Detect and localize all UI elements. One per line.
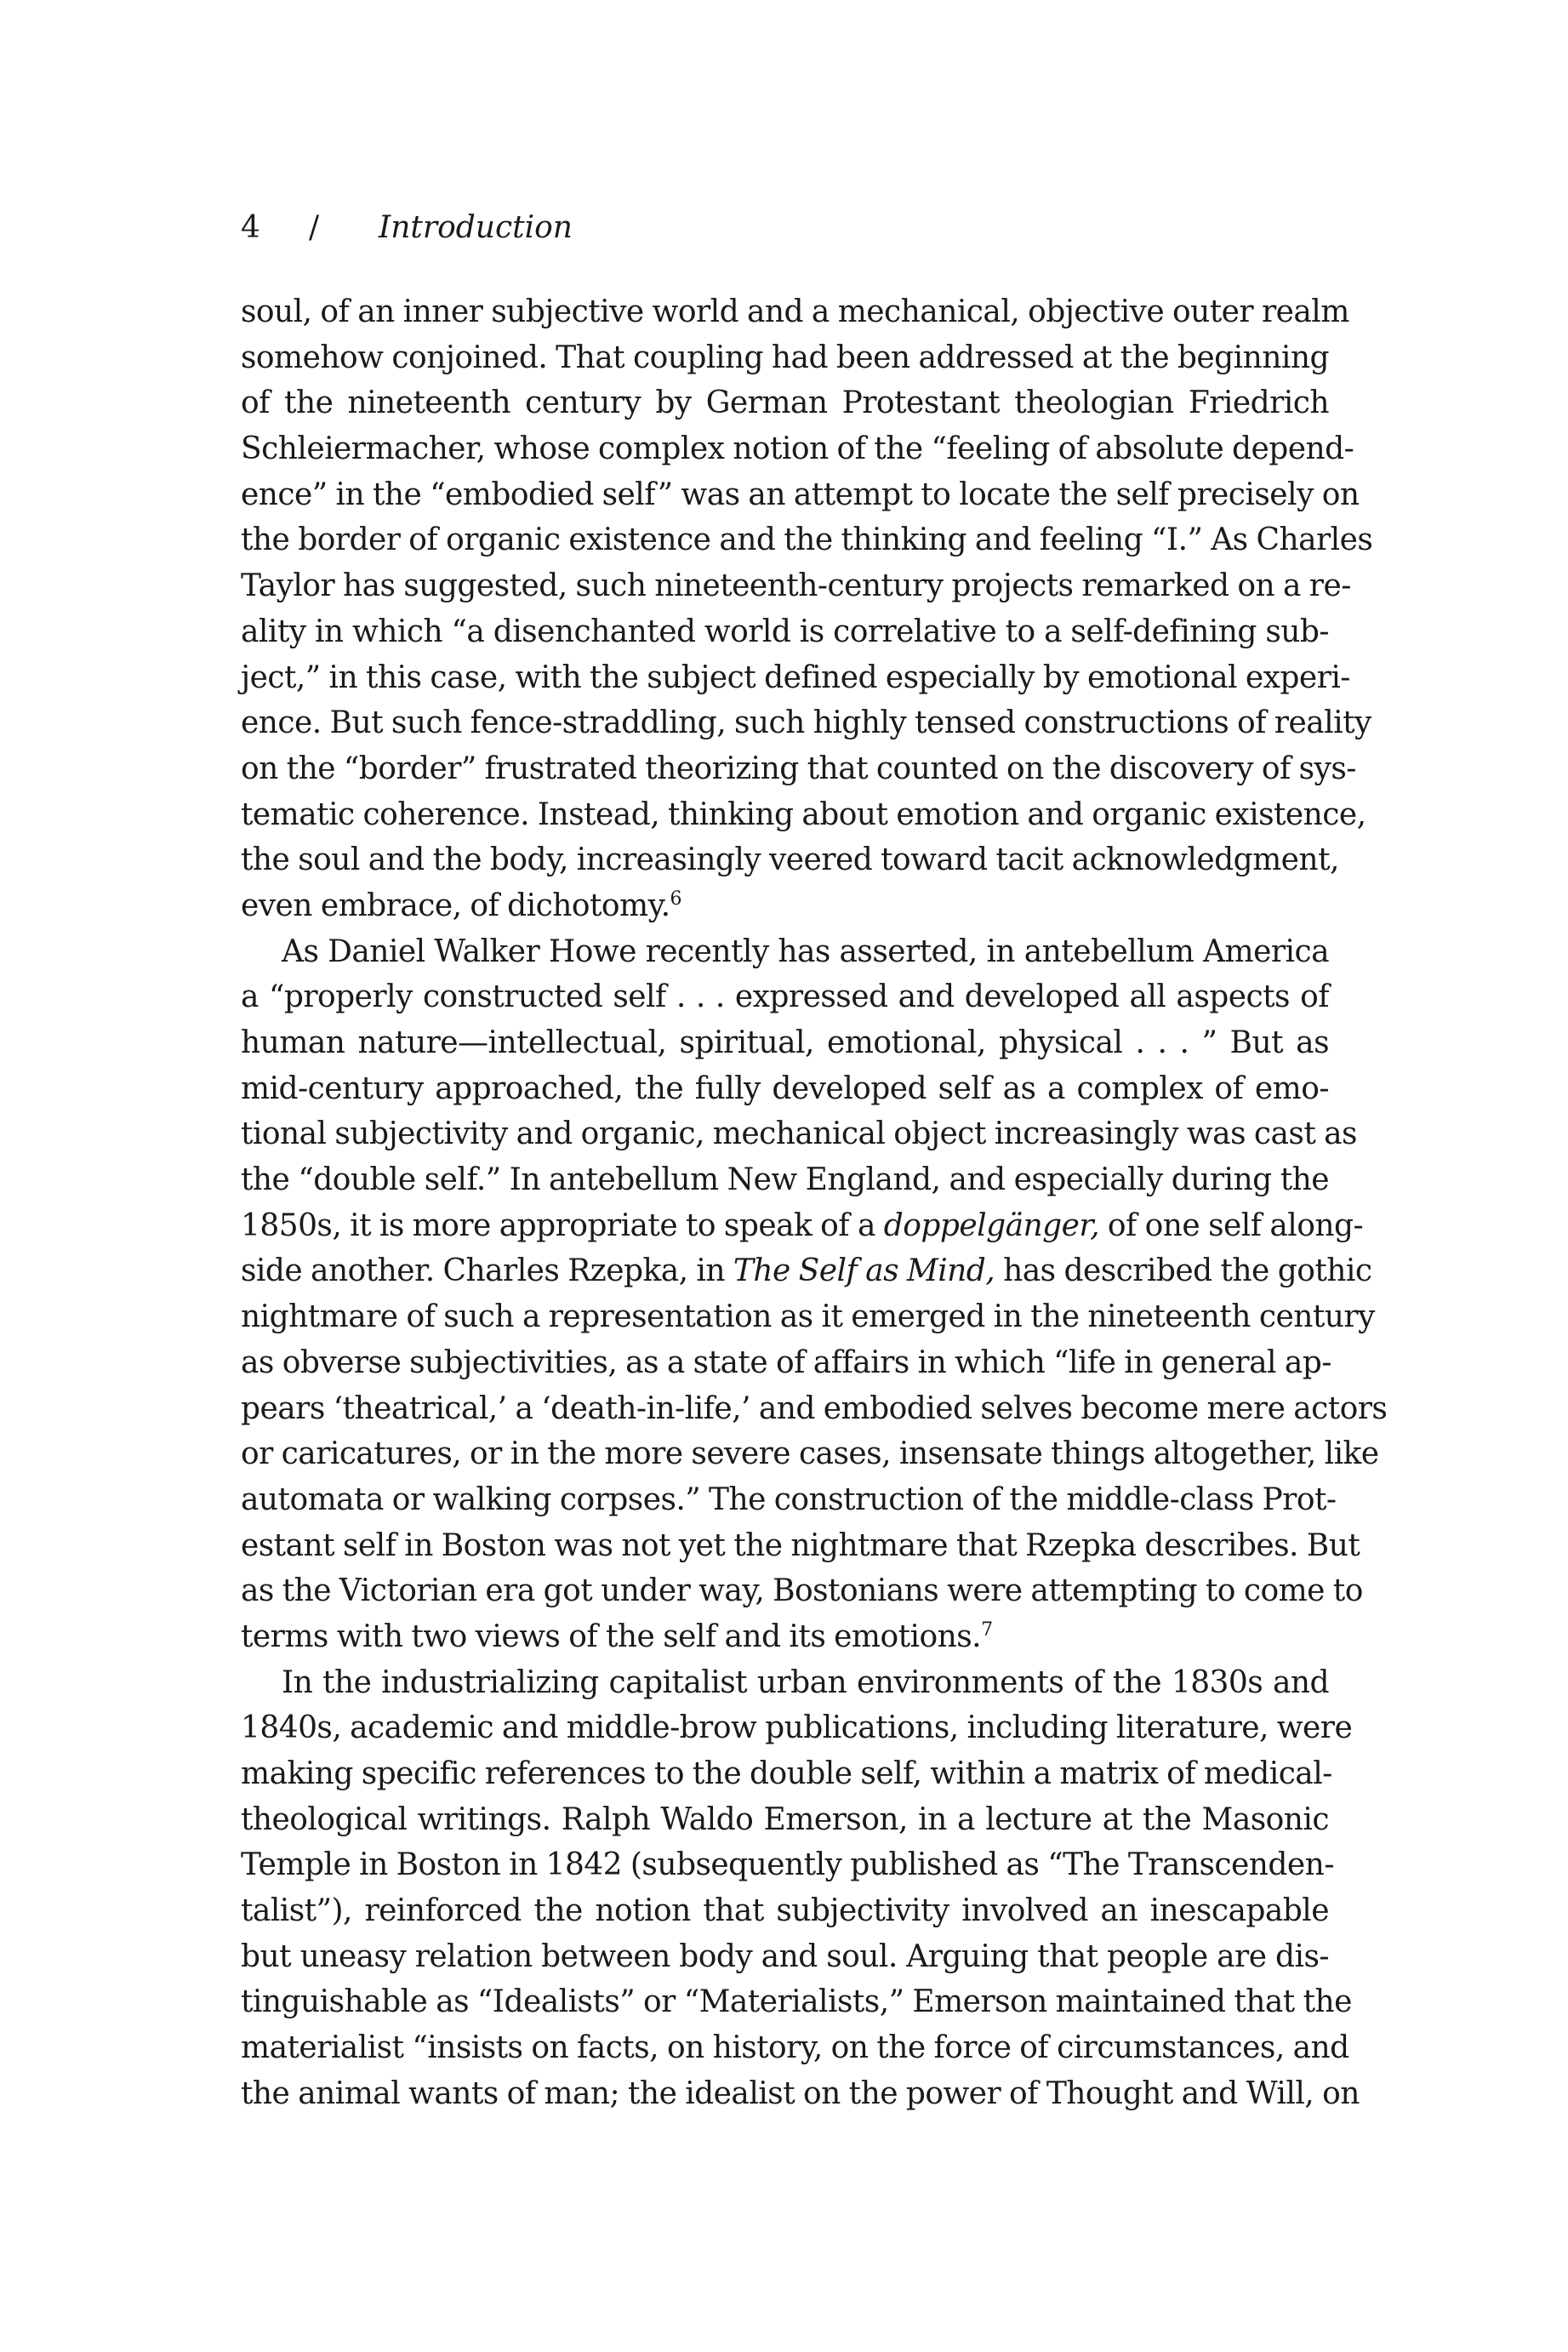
text-line (241, 1477, 1337, 1523)
text-segment: 1850s, it is more appropriate to speak of a (241, 1207, 884, 1243)
running-title: Introduction (379, 210, 573, 245)
text-segment: Schleiermacher, whose complex notion of the “feeling of absolute depend- (241, 431, 1354, 467)
text-segment: ence. But such fence-straddling, such highly tensed constructions of reality (241, 705, 1371, 741)
text-segment: ality in which “a disenchanted world is correlative to a self-defining sub- (241, 614, 1329, 649)
text-line (241, 1797, 1329, 1843)
text-segment: ject,” in this case, with the subject defined especially by emotional experi- (241, 659, 1350, 695)
text-segment: tinguishable as “Idealists” or “Materialists,” Emerson maintained that the (241, 1984, 1352, 2020)
text-line (241, 2025, 1349, 2071)
text-line (241, 517, 1373, 563)
text-line (241, 1660, 1329, 1706)
text-line (241, 1248, 1372, 1294)
text-segment: tematic coherence. Instead, thinking about emotion and organic existence, (241, 796, 1366, 832)
text-line (241, 426, 1354, 472)
footnote-marker: 7 (981, 1618, 993, 1641)
text-line (241, 1523, 1360, 1569)
text-line (241, 1386, 1388, 1432)
text-line (241, 609, 1329, 655)
text-line (241, 700, 1371, 746)
text-segment: a “properly constructed self . . . expressed and developed all aspects of (241, 979, 1329, 1015)
text-segment: 1840s, academic and middle-brow publications, including literature, were (241, 1710, 1353, 1746)
header-separator: / (309, 210, 320, 245)
text-line (241, 472, 1360, 518)
text-line (241, 1934, 1329, 1980)
footnote-marker: 6 (670, 888, 681, 910)
text-segment: has described the gothic (995, 1253, 1372, 1289)
text-line (241, 1066, 1329, 1112)
text-segment: talist”), reinforced the notion that subjectivity involved an inescapable (241, 1893, 1329, 1929)
text-line (241, 1705, 1353, 1751)
text-segment: the soul and the body, increasingly veered toward tacit acknowledgment, (241, 842, 1339, 878)
text-line (241, 1568, 1363, 1614)
text-line (241, 746, 1356, 792)
text-segment: as obverse subjectivities, as a state of affairs in which “life in general ap- (241, 1344, 1331, 1380)
text-line (241, 1203, 1364, 1249)
text-line (241, 1888, 1329, 1934)
text-segment: of the nineteenth century by German Protestant theologian Friedrich (241, 385, 1329, 421)
text-segment: the animal wants of man; the idealist on the power of Thought and Will, on (241, 2075, 1360, 2111)
text-segment: automata or walking corpses.” The construction of the middle-class Prot- (241, 1481, 1337, 1517)
text-line (241, 837, 1339, 883)
text-segment: ence” in the “embodied self” was an attempt to locate the self precisely on (241, 477, 1360, 512)
body-text (241, 289, 1388, 2117)
text-line (241, 929, 1329, 975)
text-segment: as the Victorian era got under way, Bostonians were attempting to come to (241, 1573, 1363, 1609)
text-segment: Taylor has suggested, such nineteenth-century projects remarked on a re- (241, 568, 1351, 604)
text-line (241, 380, 1329, 426)
text-segment: pears ‘theatrical,’ a ‘death-in-life,’ and embodied selves become mere actors (241, 1390, 1388, 1426)
text-segment: or caricatures, or in the more severe cases, insensate things altogether, like (241, 1436, 1379, 1472)
text-segment: side another. Charles Rzepka, in (241, 1253, 733, 1289)
text-line (241, 335, 1329, 381)
italic-text: The Self as Mind, (733, 1253, 995, 1289)
text-line (241, 1294, 1375, 1340)
text-segment: As Daniel Walker Howe recently has asserted, in antebellum America (282, 933, 1329, 969)
text-segment: theological writings. Ralph Waldo Emerson, in a lecture at the Masonic (241, 1801, 1329, 1837)
text-line (241, 1340, 1329, 1386)
text-line (241, 563, 1351, 609)
running-head (241, 211, 573, 245)
text-segment: but uneasy relation between body and soul. Arguing that people are dis- (241, 1938, 1329, 1974)
text-line (241, 655, 1350, 701)
text-line (241, 974, 1329, 1020)
text-segment: materialist “insists on facts, on history, on the force of circumstances, and (241, 2030, 1349, 2066)
text-segment: estant self in Boston was not yet the nightmare that Rzepka describes. But (241, 1527, 1360, 1563)
text-line (241, 289, 1349, 335)
text-segment: In the industrializing capitalist urban environments of the 1830s and (282, 1664, 1329, 1700)
text-segment: mid-century approached, the fully developed self as a complex of emo- (241, 1070, 1329, 1106)
page-number: 4 (241, 210, 260, 245)
text-segment: of one self along- (1098, 1207, 1364, 1243)
text-segment: somehow conjoined. That coupling had been addressed at the beginning (241, 340, 1329, 375)
text-line (241, 1979, 1352, 2025)
text-segment: soul, of an inner subjective world and a mechanical, objective outer realm (241, 294, 1349, 329)
text-segment: the “double self.” In antebellum New England, and especially during the (241, 1162, 1329, 1198)
text-segment: the border of organic existence and the thinking and feeling “I.” As Charles (241, 522, 1373, 558)
text-line (241, 1431, 1379, 1477)
text-segment: tional subjectivity and organic, mechanical object increasingly was cast as (241, 1116, 1357, 1152)
text-line (241, 2071, 1360, 2117)
text-segment: human nature—intellectual, spiritual, emotional, physical . . . ” But as (241, 1025, 1329, 1060)
text-line (241, 1157, 1329, 1203)
text-line (241, 1111, 1357, 1157)
text-line (241, 1751, 1332, 1797)
text-segment: on the “border” frustrated theorizing that counted on the discovery of sys- (241, 751, 1356, 786)
text-segment: nightmare of such a representation as it emerged in the nineteenth century (241, 1299, 1375, 1335)
text-line (241, 1842, 1334, 1888)
italic-text: doppelgänger, (883, 1207, 1099, 1243)
text-segment: terms with two views of the self and its emotions. (241, 1618, 982, 1654)
text-line (241, 1020, 1329, 1066)
text-segment: Temple in Boston in 1842 (subsequently published as “The Transcenden- (241, 1847, 1334, 1883)
text-line (241, 792, 1366, 838)
text-segment: making specific references to the double self, within a matrix of medical- (241, 1756, 1332, 1791)
text-segment: even embrace, of dichotomy. (241, 888, 670, 923)
text-line (241, 1614, 1329, 1660)
text-line (241, 883, 1329, 929)
